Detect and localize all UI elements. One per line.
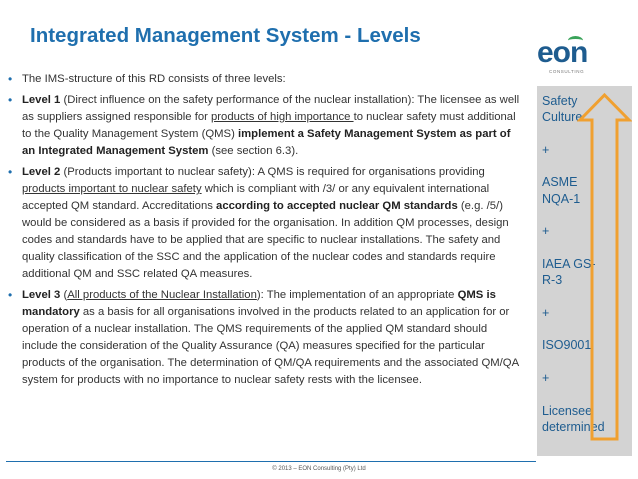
level-2-emphasis: according to accepted nuclear QM standards <box>216 200 458 212</box>
standard-item: IAEA GS-R-3 <box>542 256 596 288</box>
level-2-label: Level 2 <box>22 166 61 178</box>
level-3-label: Level 3 <box>22 289 61 301</box>
level-1-label: Level 1 <box>22 94 61 106</box>
bullet-level-2: • Level 2 (Products important to nuclear safety): A QMS is required for organisations providing products important to nuclear safety which is compliant with /3/ or any equivalent international accepted QM standard. Accreditations according to accepted nuclear QM standards (e.g. /5/) would be considered as a basis if provided for the organisation. In addition QM processes, design codes and standards have to be applied that are specific to nuclear installations. The safety and quality classification of the SSC and the application of the nuclear codes and standards require additional QM and SSC related QA measures. <box>8 164 526 283</box>
logo-subtitle: CONSULTING <box>549 69 585 74</box>
plus-sign: + <box>542 371 550 386</box>
level-3-underlined: All products of the Nuclear Installation <box>67 289 257 301</box>
eon-logo <box>537 38 613 78</box>
standard-item: Safety Culture <box>542 94 583 125</box>
bullet-level-1: • Level 1 (Direct influence on the safety performance of the nuclear installation): The licensee as well as suppliers assigned responsible for products of high importance to nuclear safety must additional to the Quality Management System (QMS) implement a Safety Management System as part of an Integrated Management System (see section 6.3). <box>8 92 526 160</box>
standard-item: ISO9001 <box>542 338 592 353</box>
plus-sign: + <box>542 142 550 157</box>
bullet-list <box>8 71 526 393</box>
slide-title: Integrated Management System - Levels <box>30 24 421 47</box>
bullet-level-3: • Level 3 (All products of the Nuclear Installation): The implementation of an appropriate QMS is mandatory as a basis for all organisations involved in the products related to an application for or operation of a nuclear installation. The QMS requirements of the applied QM standard should include the consideration of the Quality Assurance (QA) measures specified for the particular products of the organisation. The determination of QM/QA requirements and the associated QM/QA system for products with no importance to nuclear safety rests with the licensee. <box>8 287 526 389</box>
bullet-intro: • The IMS-structure of this RD consists of three levels: <box>8 71 526 88</box>
standard-item: ASME NQA-1 <box>542 175 581 206</box>
level-1-underlined: products of high importance <box>211 111 354 123</box>
plus-sign: + <box>542 305 550 320</box>
level-3-emphasis: QMS is mandatory <box>22 289 496 318</box>
footer-copyright: © 2013 – EON Consulting (Pty) Ltd <box>272 466 366 472</box>
footer-divider <box>6 461 536 462</box>
plus-sign: + <box>542 224 550 239</box>
standard-item: Licensee determined <box>542 403 605 434</box>
level-1-emphasis: implement a Safety Management System as part of an Integrated Management System <box>22 128 511 157</box>
up-arrow-icon <box>577 93 632 443</box>
logo-word: eon <box>537 36 588 69</box>
level-2-underlined: products important to nuclear safety <box>22 183 202 195</box>
